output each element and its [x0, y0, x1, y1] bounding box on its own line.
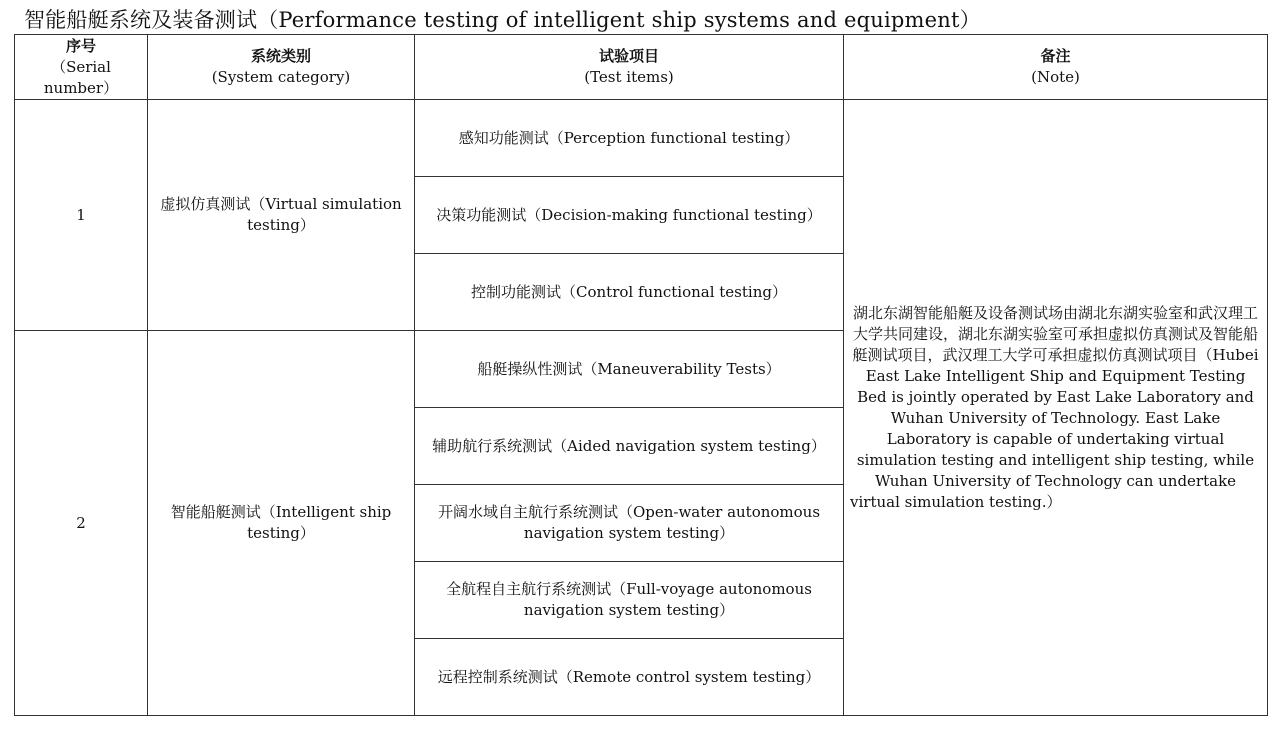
header-note-en: (Note) [1031, 68, 1080, 86]
table-row [15, 100, 1268, 177]
header-items [415, 35, 844, 100]
test-item-cell: 开阔水域自主航行系统测试（Open-water autonomous navigation system testing） [415, 485, 844, 562]
header-category-cn: 系统类别 [250, 47, 311, 65]
test-item-cell: 船艇操纵性测试（Maneuverability Tests） [415, 331, 844, 408]
note-cell: 湖北东湖智能船艇及设备测试场由湖北东湖实验室和武汉理工大学共同建设，湖北东湖实验室可承担虚拟仿真测试及智能船艇测试项目，武汉理工大学可承担虚拟仿真测试项目（Hubei East Lake Intelligent Ship and Equipment Testing Bed is jointly operated by East Lake Laboratory and Wuhan University of Technology. East Lake Laboratory is capable of undertaking virtual simulation testing and intelligent ship testing, while Wuhan University of Technology can undertake virtual simulation testing.） [844, 100, 1268, 716]
test-item-cell: 决策功能测试（Decision-making functional testing） [415, 177, 844, 254]
header-items-en: (Test items) [584, 68, 674, 86]
header-category-en: (System category) [211, 68, 351, 86]
category-cell: 智能船艇测试（Intelligent ship testing） [148, 331, 415, 716]
header-items-cn: 试验项目 [598, 47, 659, 65]
table-header-row [15, 35, 1268, 100]
test-item-cell: 辅助航行系统测试（Aided navigation system testing） [415, 408, 844, 485]
header-category [148, 35, 415, 100]
header-serial-en: （Serial number） [43, 57, 119, 97]
page-title: 智能船艇系统及装备测试（Performance testing of intelligent ship systems and equipment） [24, 8, 981, 32]
header-note-cn: 备注 [1040, 47, 1071, 65]
serial-cell: 2 [15, 331, 148, 716]
test-item-cell: 全航程自主航行系统测试（Full-voyage autonomous navigation system testing） [415, 562, 844, 639]
header-serial [15, 35, 148, 100]
test-item-cell: 感知功能测试（Perception functional testing） [415, 100, 844, 177]
category-cell: 虚拟仿真测试（Virtual simulation testing） [148, 100, 415, 331]
header-serial-cn: 序号 [65, 36, 96, 55]
test-item-cell: 控制功能测试（Control functional testing） [415, 254, 844, 331]
header-note [844, 35, 1268, 100]
serial-cell: 1 [15, 100, 148, 331]
test-items-table [14, 34, 1268, 716]
test-item-cell: 远程控制系统测试（Remote control system testing） [415, 639, 844, 716]
